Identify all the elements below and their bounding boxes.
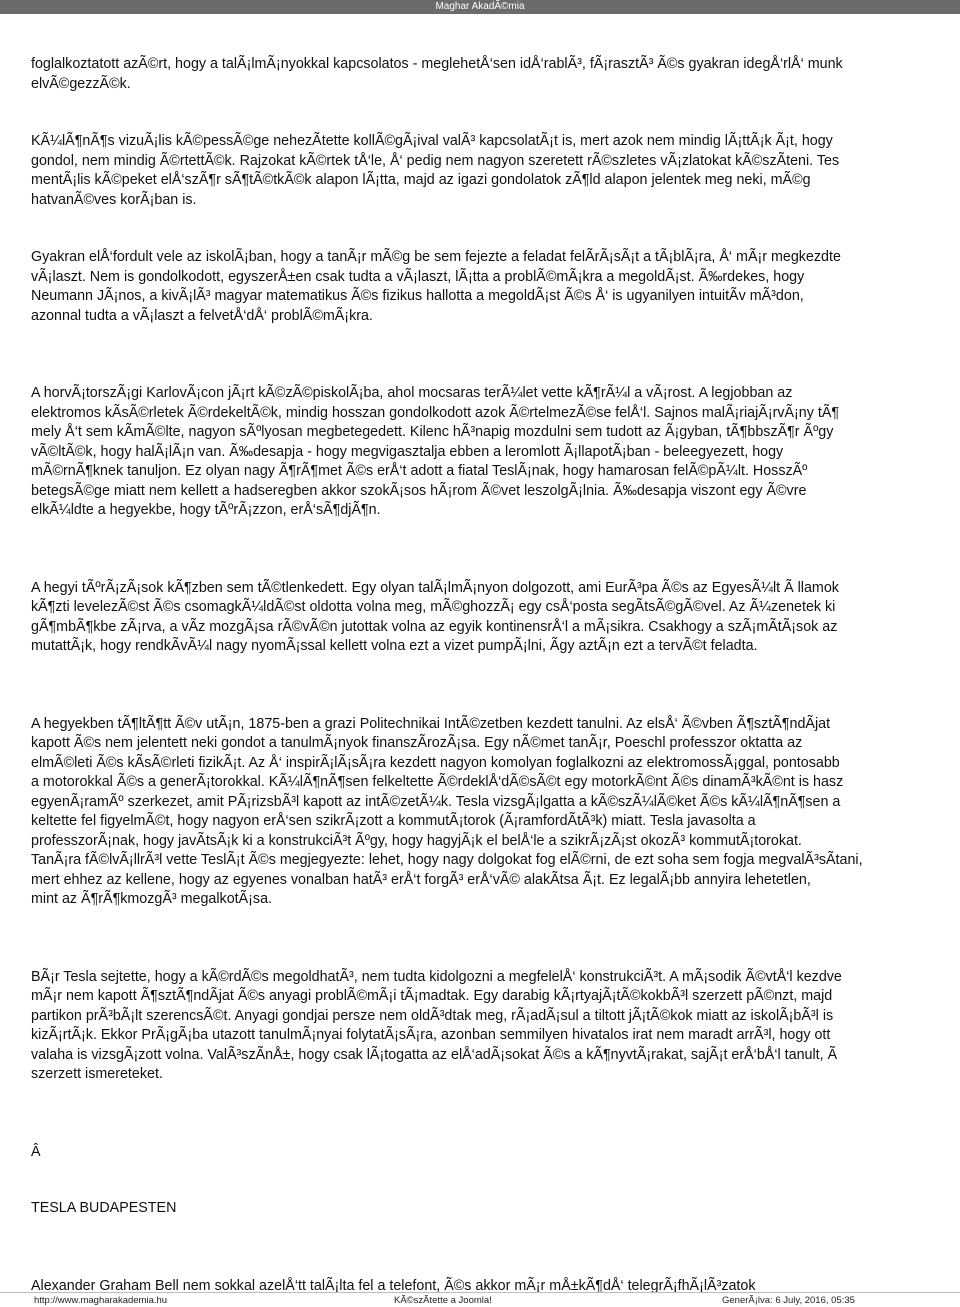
paragraph: Alexander Graham Bell nem sokkal azelÅ‘tt talÃ¡lta fel a telefont, Ã©s akkor mÃ¡r mÅ±kÃ¶dÅ‘ telegrÃ¡fhÃ¡lÃ³zatok [31, 1277, 756, 1294]
page-footer [0, 1292, 960, 1307]
section-heading: TESLA BUDAPESTEN [31, 1200, 177, 1216]
paragraph: A hegyi tÃºrÃ¡zÃ¡sok kÃ¶zben sem tÃ©tlenkedett. Egy olyan talÃ¡lmÃ¡nyon dolgozott, ami EurÃ³pa Ã©s az EgyesÃ¼lt Ã llamok kÃ¶zti levelezÃ©st Ã©s csomagkÃ¼ldÃ©st oldotta volna meg, mÃ©ghozzÃ¡ egy csÅ‘posta segÃtsÃ©gÃ©vel. Az Ã¼zenetek ki gÃ¶mbÃ¶kbe zÃ¡rva, a vÃz mozgÃ¡sa rÃ©vÃ©n jutottak volna az egyik kontinensrÅ‘l a mÃ¡sikra. Csakhogy a szÃ¡mÃtÃ¡sok az mutattÃ¡k, hogy rendkÃvÃ¼l nagy nyomÃ¡ssal kellett volna ezt a vizet pumpÃ¡lni, Ãgy aztÃ¡n ezt a tervÃ©t feladta. [31, 579, 839, 654]
paragraph: A horvÃ¡torszÃ¡gi KarlovÃ¡con jÃ¡rt kÃ©zÃ©piskolÃ¡ba, ahol mocsaras terÃ¼let vette kÃ¶rÃ¼l a vÃ¡rost. A legjobban az elektromos kÃsÃ©rletek Ã©rdekeltÃ©k, mindig hosszan gondolkodott azok Ã©rtelmezÃ©se felÅ‘l. Sajnos malÃ¡riajÃ¡rvÃ¡ny tÃ¶ mely Å‘t sem kÃmÃ©lte, nagyon sÃºlyosan megbetegedett. Kilenc hÃ³napig mozdulni sem tudott az Ã¡gyban, tÃ¶bbszÃ¶r Ãºgy vÃ©ltÃ©k, hogy halÃ¡lÃ¡n van. Ã‰desapja - hogy megvigasztalja ebben a leromlott Ã¡llapotÃ¡ban - beleegyezett, hogy mÃ©rnÃ¶knek tanuljon. Ez olyan nagy Ã¶rÃ¶met Ã©s erÅ‘t adott a fiatal TeslÃ¡nak, hogy hamarosan felÃ©pÃ¼lt. HosszÃº betegsÃ©ge miatt nem kellett a hadseregben akkor szokÃ¡sos hÃ¡rom Ã©vet leszolgÃ¡lnia. Ã‰desapja viszont egy Ã©vre elkÃ¼ldte a hegyekbe, hogy tÃºrÃ¡zzon, erÅ‘sÃ¶djÃ¶n. [31, 385, 840, 518]
paragraph: Gyakran elÅ‘fordult vele az iskolÃ¡ban, hogy a tanÃ¡r mÃ©g be sem fejezte a feladat felÃrÃ¡sÃ¡t a tÃ¡blÃ¡ra, Å‘ mÃ¡r megkezdte vÃ¡laszt. Nem is gondolkodott, egyszerÅ±en csak tudta a vÃ¡laszt, lÃ¡tta a problÃ©mÃ¡kra a megoldÃ¡st. Ã‰rdekes, hogy Neumann JÃ¡nos, a kivÃ¡lÃ³ magyar matematikus Ã©s fizikus hallotta a megoldÃ¡st Ã©s Å‘ is ugyanilyen intuitÃv mÃ³don, azonnal tudta a vÃ¡laszt a felvetÅ‘dÅ‘ problÃ©mÃ¡kra. [31, 249, 841, 324]
paragraph: BÃ¡r Tesla sejtette, hogy a kÃ©rdÃ©s megoldhatÃ³, nem tudta kidolgozni a megfelelÅ‘ konstrukciÃ³t. A mÃ¡sodik Ã©vtÅ‘l kezdve mÃ¡r nem kapott Ã¶sztÃ¶ndÃjat Ã©s anyagi problÃ©mÃ¡i tÃ¡madtak. Egy darabig kÃ¡rtyajÃ¡tÃ©kokbÃ³l szerzett pÃ©nzt, majd partikon prÃ³bÃ¡lt szerencsÃ©t. Anyagi gondjai persze nem oldÃ³dtak meg, rÃ¡adÃ¡sul a tiltott jÃ¡tÃ©kok miatt az iskolÃ¡bÃ³l is kizÃ¡rtÃ¡k. Ekkor PrÃ¡gÃ¡ba utazott tanulmÃ¡nyai folytatÃ¡sÃ¡ra, azonban semmilyen hivatalos irat nem maradt arrÃ³l, hogy ott valaha is vizsgÃ¡zott volna. ValÃ³szÃnÅ±, hogy csak lÃ¡togatta az elÅ‘adÃ¡sokat Ã©s a kÃ¶nyvtÃ¡rakat, sajÃ¡t erÅ‘bÅ‘l tanult, Ã szerzett ismereteket. [31, 968, 842, 1082]
footer-url: http://www.magharakademia.hu [34, 1295, 168, 1306]
paragraph: KÃ¼lÃ¶nÃ¶s vizuÃ¡lis kÃ©pessÃ©ge nehezÃtette kollÃ©gÃ¡ival valÃ³ kapcsolatÃ¡t is, mert azok nem mindig lÃ¡ttÃ¡k Ã¡t, hogy gondol, nem mindig Ã©rtettÃ©k. Rajzokat kÃ©rtek tÅ‘le, Å‘ pedig nem nagyon szeretett rÃ©szletes vÃ¡zlatokat kÃ©szÃteni. Tes mentÃ¡lis kÃ©peket elÅ‘szÃ¶r sÃ¶tÃ©tkÃ©k alapon lÃ¡tta, majd az igazi gondolatok zÃ¶ld alapon jelentek meg neki, mÃ©g hatvanÃ©ves korÃ¡ban is. [31, 133, 840, 208]
paragraph: foglalkoztatott azÃ©rt, hogy a talÃ¡lmÃ¡nyokkal kapcsolatos - meglehetÅ‘sen idÅ‘rablÃ³, fÃ¡rasztÃ³ Ã©s gyakran idegÅ‘rlÅ‘ munk elvÃ©gezzÃ©k. [31, 56, 843, 92]
paragraph: A hegyekben tÃ¶ltÃ¶tt Ã©v utÃ¡n, 1875-ben a grazi Politechnikai IntÃ©zetben kezdett tanulni. Az elsÅ‘ Ã©vben Ã¶sztÃ¶ndÃjat kapott Ã©s nem jelentett neki gondot a tanulmÃ¡nyok finanszÃrozÃ¡sa. Egy nÃ©met tanÃ¡r, Poeschl professzor oktatta az elmÃ©leti Ã©s kÃsÃ©rleti fizikÃ¡t. Az Å‘ inspirÃ¡lÃ¡sÃ¡ra kezdett nagyon komolyan foglalkozni az elektromossÃ¡ggal, pontosabb a motorokkal Ã©s a generÃ¡torokkal. KÃ¼lÃ¶nÃ¶sen felkeltette Ã©rdeklÅ‘dÃ©sÃ©t egy motorkÃ©nt Ã©s dinamÃ³kÃ©nt is hasz egyenÃ¡ramÃº szerkezet, amit PÃ¡rizsbÃ³l kapott az intÃ©zetÃ¼k. Tesla vizsgÃ¡lgatta a kÃ©szÃ¼lÃ©ket Ã©s kÃ¼lÃ¶nÃ¶sen a keltette fel figyelmÃ©t, hogy nagyon erÅ‘sen szikrÃ¡zott a kommutÃ¡torok (Ã¡ramfordÃtÃ³k) miatt. Tesla javasolta a professzorÃ¡nak, hogy javÃtsÃ¡k ki a konstrukciÃ³t Ãºgy, hogy hagyjÃ¡k el belÅ‘le a szikrÃ¡zÃ¡st okozÃ³ kommutÃ¡torokat. TanÃ¡ra fÃ©lvÃ¡llrÃ³l vette TeslÃ¡t Ã©s megjegyezte: lehet, hogy nagy dolgokat fog elÃ©rni, de ezt soha sem fogja megvalÃ³sÃtani, mert ehhez az kellene, hogy az egyenes vonalban hatÃ³ erÅ‘t forgÃ³ erÅ‘vÃ© alakÃtsa Ã¡t. Ez legalÃ¡bb annyira lehetetlen, mint az Ã¶rÃ¶kmozgÃ³ megalkotÃ¡sa. [31, 715, 863, 907]
page-header [0, 0, 960, 14]
spacer-text: Â [31, 1143, 41, 1160]
article-body [31, 55, 960, 1296]
footer-generated: GenerÃ¡lva: 6 July, 2016, 05:35 [722, 1295, 855, 1306]
footer-credit: KÃ©szÃtette a Joomla! [394, 1295, 492, 1306]
header-title: Maghar AkadÃ©mia [435, 1, 525, 12]
